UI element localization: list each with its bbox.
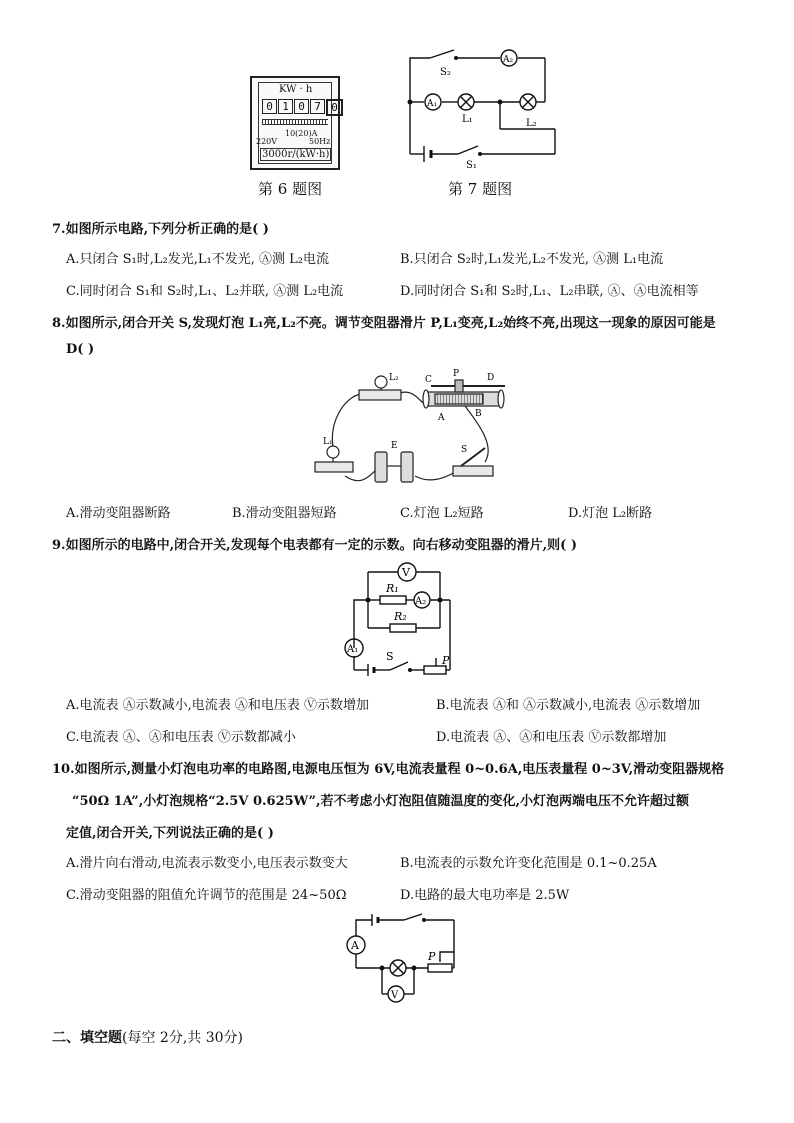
fig8-l2-label: L₂ [389,373,399,383]
fig8-s-label: S [461,445,468,455]
s1-label: S₁ [466,160,477,169]
fig8-e-label: E [391,441,398,451]
meter-current: 10(20)A [285,129,318,138]
meter-voltage: 220V [256,137,278,146]
figure-6-caption: 第 6 题图 [258,180,323,198]
fig9-r2-label: R₂ [394,610,407,623]
q8-option-b: B.滑动变阻器短路 [232,506,337,521]
fig8-l1-label: L₁ [323,437,333,447]
q7-option-b: B.只闭合 S₂时,L₁发光,L₂不发光, Ⓐ测 L₁电流 [400,252,664,267]
q10-option-b: B.电流表的示数允许变化范围是 0.1~0.25A [400,856,657,871]
meter-digit: 0 [294,99,309,114]
figure-10-circuit [342,912,462,1008]
q7-option-d: D.同时闭合 S₁和 S₂时,L₁、L₂串联, Ⓐ、Ⓐ电流相等 [400,284,699,299]
fig9-r1-label: R₁ [386,582,399,595]
q9-option-b: B.电流表 Ⓐ和 Ⓐ示数减小,电流表 Ⓐ示数增加 [436,698,701,713]
figure-8-apparatus [305,366,515,486]
q8-stem-line2: D( ) [66,342,95,357]
fig9-p-label: P [442,654,450,667]
fig10-p-label: P [428,950,436,963]
fig9-a1-label: A₁ [347,644,359,655]
section-2-title: 二、填空题 [52,1030,122,1046]
q8-option-c: C.灯泡 L₂短路 [400,506,484,521]
meter-constant: 3000r/(kW·h) [262,149,330,160]
fig9-a2-label: A₂ [415,596,427,607]
l2-label: L₂ [526,118,537,129]
meter-frequency: 50Hz [309,137,331,146]
q9-option-a: A.电流表 Ⓐ示数减小,电流表 Ⓐ和电压表 Ⓥ示数增加 [66,698,370,713]
q7-stem: 7.如图所示电路,下列分析正确的是( ) [52,222,269,237]
q9-stem: 9.如图所示的电路中,闭合开关,发现每个电表都有一定的示数。向右移动变阻器的滑片,则( ) [52,538,577,553]
fig8-p-label: P [453,369,460,379]
q10-stem-line3: 定值,闭合开关,下列说法正确的是( ) [66,826,274,841]
section-2-header [52,1027,243,1047]
q8-stem: 8.如图所示,闭合开关 S,发现灯泡 L₁亮,L₂不亮。调节变阻器滑片 P,L₁变亮,L₂始终不亮,出现这一现象的原因可能是 [52,316,716,331]
electricity-meter-figure [250,76,340,170]
q9-option-d: D.电流表 Ⓐ、Ⓐ和电压表 Ⓥ示数都增加 [436,730,667,745]
fig10-v-label: V [391,990,399,1001]
meter-digit: 0 [326,99,343,116]
fig9-v-label: V [402,566,410,579]
meter-unit: KW · h [279,84,313,95]
q8-option-a: A.滑动变阻器断路 [66,506,171,521]
fig10-a-label: A [351,939,359,952]
q7-option-c: C.同时闭合 S₁和 S₂时,L₁、L₂并联, Ⓐ测 L₂电流 [66,284,344,299]
meter-digit: 7 [310,99,325,114]
meter-disc-strip [262,119,328,125]
fig8-b-label: B [475,409,482,419]
figure-7-circuit [400,44,560,169]
fig9-s-label: S [386,650,394,663]
meter-digit: 0 [262,99,277,114]
q10-option-d: D.电路的最大电功率是 2.5W [400,888,570,903]
q10-option-a: A.滑片向右滑动,电流表示数变小,电压表示数变大 [66,856,348,871]
s2-label: S₂ [440,67,451,78]
a2-label: A₂ [503,55,514,65]
l1-label: L₁ [462,114,473,125]
figure-7-caption: 第 7 题图 [448,180,513,198]
q10-option-c: C.滑动变阻器的阻值允许调节的范围是 24~50Ω [66,888,347,903]
q10-stem: 10.如图所示,测量小灯泡电功率的电路图,电源电压恒为 6V,电流表量程 0~0.6A,电压表量程 0~3V,滑动变阻器规格 [52,762,725,777]
q9-option-c: C.电流表 Ⓐ、Ⓐ和电压表 Ⓥ示数都减小 [66,730,296,745]
q10-stem-line2: “50Ω 1A”,小灯泡规格“2.5V 0.625W”,若不考虑小灯泡阻值随温度的变化,小灯泡两端电压不允许超过额 [72,794,690,809]
fig8-d-label: D [487,373,495,383]
figure-9-circuit [338,560,468,680]
meter-digits [262,99,344,116]
fig8-a-label: A [438,413,445,423]
q8-option-d: D.灯泡 L₂断路 [568,506,653,521]
meter-digit: 1 [278,99,293,114]
fig8-c-label: C [425,375,432,385]
a1-label: A₁ [427,99,438,109]
section-2-note: (每空 2分,共 30分) [122,1030,243,1046]
q7-option-a: A.只闭合 S₁时,L₂发光,L₁不发光, Ⓐ测 L₂电流 [66,252,329,267]
